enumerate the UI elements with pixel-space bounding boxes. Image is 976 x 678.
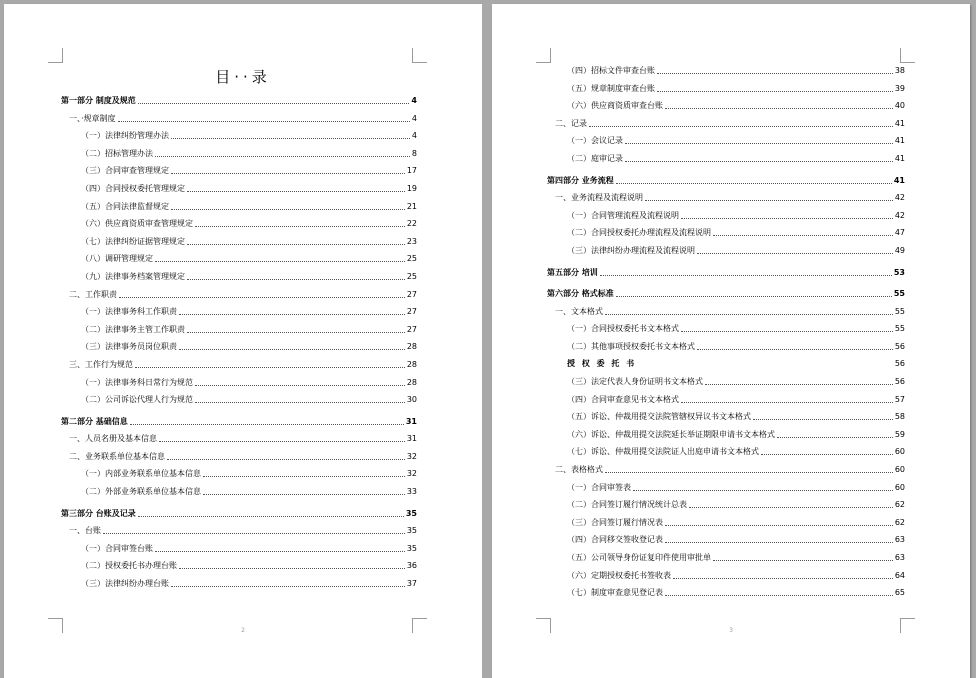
toc-entry-text: （一）法律纠纷管理办法: [81, 131, 169, 141]
toc-entry[interactable]: [547, 117, 905, 129]
toc-entry-text: 二、表格格式: [555, 464, 603, 474]
toc-entry[interactable]: [547, 340, 905, 352]
toc-leader-dots: [665, 525, 893, 526]
toc-entry-text: （七）诉讼、仲裁用提交法院证人出庭申请书文本格式: [567, 447, 759, 457]
toc-entry[interactable]: [61, 393, 417, 405]
toc-leader-dots: [713, 235, 893, 236]
toc-entry-text: （四）合同授权委托管理规定: [81, 183, 185, 193]
toc-entry[interactable]: [61, 252, 417, 264]
toc-entry-text: （六）定期授权委托书签收表: [567, 570, 671, 580]
toc-entry-page: 42: [894, 193, 905, 203]
toc-leader-dots: [195, 226, 405, 227]
toc-entry[interactable]: [547, 226, 905, 238]
toc-entry-text: （三）合同审查管理规定: [81, 166, 169, 176]
toc-entry[interactable]: [61, 415, 417, 427]
toc-leader-dots: [616, 296, 892, 297]
toc-entry-text: （五）公司领导身份证复印件使用审批单: [567, 552, 711, 562]
toc-leader-dots: [665, 108, 893, 109]
toc-entry[interactable]: [547, 134, 905, 146]
crop-mark-top-right: [900, 48, 915, 63]
toc-entry-page: 62: [894, 517, 905, 527]
toc-entry-text: （二）合同签订履行情况统计总表: [567, 500, 687, 510]
toc-entry-text: 一、台账: [69, 526, 101, 536]
toc-entry[interactable]: [61, 200, 417, 212]
toc-entry-page: 8: [411, 148, 417, 158]
toc-entry[interactable]: [547, 586, 905, 598]
toc-entry-page: 64: [894, 570, 905, 580]
toc-entry-page: 23: [406, 236, 417, 246]
toc-entry-text: （九）法律事务档案管理规定: [81, 271, 185, 281]
toc-entry[interactable]: [61, 305, 417, 317]
toc-entry-text: （一）内部业务联系单位基本信息: [81, 469, 201, 479]
toc-entry-text: （二）授权委托书办理台账: [81, 561, 177, 571]
document-page-left: [4, 4, 482, 678]
toc-entry-text: （三）法律纠纷办理台账: [81, 578, 169, 588]
toc-entry[interactable]: [61, 182, 417, 194]
toc-entry[interactable]: [547, 99, 905, 111]
toc-entry-page: 63: [894, 535, 905, 545]
toc-entry-page: 60: [894, 464, 905, 474]
toc-leader-dots: [118, 121, 410, 122]
toc-entry-text: 第六部分 格式标准: [547, 289, 614, 298]
toc-entry-page: 49: [894, 245, 905, 255]
toc-leader-dots: [130, 424, 404, 425]
toc-entry[interactable]: [61, 450, 417, 462]
toc-leader-dots: [171, 586, 405, 587]
toc-entry-text: （八）调研管理规定: [81, 254, 153, 264]
toc-entry[interactable]: [547, 357, 905, 369]
toc-entry[interactable]: [547, 266, 905, 278]
toc-leader-dots: [187, 191, 405, 192]
toc-leader-dots: [625, 143, 893, 144]
toc-entry-page: 56: [894, 376, 905, 386]
toc-entry-text: （二）庭审记录: [567, 154, 623, 163]
toc-entry[interactable]: [61, 358, 417, 370]
toc-entry-page: 41: [894, 118, 905, 128]
toc-entry-page: 41: [893, 175, 905, 185]
toc-entry-page: 31: [405, 416, 417, 426]
toc-leader-dots: [633, 490, 893, 491]
toc-entry-page: 41: [894, 136, 905, 146]
toc-entry[interactable]: [547, 174, 905, 186]
crop-mark-top-left: [536, 48, 551, 63]
toc-entry-page: 27: [406, 289, 417, 299]
toc-entry-page: 32: [406, 451, 417, 461]
toc-entry-page: 42: [894, 210, 905, 220]
toc-entry-text: 第二部分 基础信息: [61, 416, 128, 426]
toc-entry-text: （七）制度审查意见登记表: [567, 588, 663, 598]
toc-entry[interactable]: [547, 445, 905, 457]
toc-entry-text: （二）公司诉讼代理人行为规范: [81, 395, 193, 405]
toc-leader-dots: [697, 349, 893, 350]
toc-entry-page: 58: [894, 412, 905, 422]
toc-entry-text: （一）会议记录: [567, 136, 623, 146]
toc-entry-text: 三、工作行为规范: [69, 359, 133, 369]
toc-leader-dots: [681, 331, 893, 332]
toc-leader-dots: [753, 419, 893, 420]
toc-leader-dots: [119, 297, 405, 298]
toc-entry[interactable]: [61, 112, 417, 124]
toc-entry-text: （二）合同授权委托办理流程及流程说明: [567, 228, 711, 238]
toc-entry-text: （二）外部业务联系单位基本信息: [81, 487, 201, 496]
toc-leader-dots: [138, 516, 404, 517]
toc-entry-text: 第三部分 台账及记录: [61, 508, 136, 518]
toc-title: 目··录: [215, 68, 271, 86]
toc-entry[interactable]: [61, 432, 417, 444]
toc-entry[interactable]: [61, 235, 417, 247]
toc-entry-page: 56: [894, 341, 905, 351]
toc-entry[interactable]: [547, 152, 905, 164]
toc-entry-text: 一、人员名册及基本信息: [69, 434, 157, 444]
toc-entry-page: 35: [406, 526, 417, 536]
toc-entry[interactable]: [61, 94, 417, 106]
toc-leader-dots: [159, 441, 405, 442]
toc-entry-text: （一）法律事务科工作职责: [81, 307, 177, 317]
toc-entry-page: 63: [894, 552, 905, 562]
toc-entry[interactable]: [61, 485, 417, 497]
toc-entry-text: （三）法律纠纷办理流程及流程说明: [567, 245, 695, 255]
toc-entry[interactable]: [547, 410, 905, 422]
toc-leader-dots: [705, 384, 893, 385]
toc-entry-text: （二）招标管理办法: [81, 148, 153, 158]
toc-entry[interactable]: [547, 516, 905, 528]
toc-entry-text: （一）合同审签台账: [81, 543, 153, 553]
toc-leader-dots: [187, 244, 405, 245]
toc-entry[interactable]: [547, 498, 905, 510]
toc-entry[interactable]: [61, 323, 417, 335]
toc-leader-dots: [689, 507, 893, 508]
toc-entry-page: 28: [406, 342, 417, 352]
crop-mark-top-right: [412, 48, 427, 63]
toc-entry[interactable]: [61, 217, 417, 229]
toc-entry-page: 37: [406, 578, 417, 588]
toc-leader-dots: [103, 533, 405, 534]
toc-entry-text: 二、记录: [555, 118, 587, 128]
toc-entry-page: 4: [411, 96, 417, 105]
toc-entry-text: 二、工作职责: [69, 289, 117, 299]
toc-entry[interactable]: [547, 428, 905, 440]
toc-entry[interactable]: [547, 569, 905, 581]
toc-entry-page: 33: [406, 487, 417, 496]
toc-entry-text: （三）法定代表人身份证明书文本格式: [567, 376, 703, 386]
toc-entry-text: 二、业务联系单位基本信息: [69, 451, 165, 461]
document-page-right: [492, 4, 970, 678]
toc-entry-page: 35: [406, 543, 417, 553]
toc-entry-page: 55: [894, 324, 905, 334]
toc-entry[interactable]: [547, 463, 905, 475]
toc-leader-dots: [171, 173, 405, 174]
toc-entry-page: 60: [894, 447, 905, 457]
toc-leader-dots: [697, 253, 893, 254]
toc-entry[interactable]: [547, 305, 905, 317]
toc-entry-page: 55: [893, 289, 905, 298]
toc-entry[interactable]: [547, 82, 905, 94]
toc-entry-page: 31: [406, 434, 417, 444]
toc-entry-page: 27: [406, 324, 417, 334]
toc-entry-page: 38: [894, 66, 905, 75]
toc-entry-text: （三）法律事务员岗位职责: [81, 342, 177, 352]
toc-leader-dots: [681, 218, 893, 219]
toc-entry-page: 28: [406, 359, 417, 369]
toc-leader-dots: [777, 437, 893, 438]
toc-entry-page: 32: [406, 469, 417, 479]
toc-entry[interactable]: [61, 376, 417, 388]
toc-leader-dots: [657, 73, 893, 74]
toc-entry[interactable]: [547, 209, 905, 221]
toc-leader-dots: [681, 402, 893, 403]
toc-entry-text: 一、·规章制度: [69, 113, 116, 123]
page-number: 2: [241, 627, 245, 634]
toc-entry-text: （五）合同法律监督规定: [81, 201, 169, 211]
toc-entry-page: 4: [411, 131, 417, 141]
toc-entry-text: 一、文本格式: [555, 306, 603, 316]
toc-entry-page: 4: [411, 113, 417, 123]
toc-entry-page: 25: [406, 254, 417, 264]
toc-leader-dots: [713, 560, 893, 561]
toc-leader-dots: [167, 459, 405, 460]
toc-leader-dots: [155, 551, 405, 552]
toc-leader-dots: [616, 183, 892, 184]
toc-entry[interactable]: [547, 551, 905, 563]
toc-entry[interactable]: [61, 129, 417, 141]
page-gap: [482, 0, 492, 678]
toc-entry-text: （五）诉讼、仲裁用提交法院管辖权异议书文本格式: [567, 412, 751, 422]
toc-entry-text: （一）合同授权委托书文本格式: [567, 324, 679, 334]
toc-leader-dots: [195, 402, 405, 403]
toc-entry-text: （六）诉讼、仲裁用提交法院延长举证期限申请书文本格式: [567, 429, 775, 439]
toc-leader-dots: [657, 91, 893, 92]
toc-entry[interactable]: [61, 507, 417, 519]
toc-entry-page: 57: [894, 394, 905, 404]
toc-entry[interactable]: [61, 542, 417, 554]
toc-leader-dots: [645, 200, 893, 201]
toc-entry[interactable]: [547, 322, 905, 334]
toc-entry[interactable]: [61, 164, 417, 176]
toc-leader-dots: [187, 332, 405, 333]
toc-entry-page: 62: [894, 500, 905, 510]
toc-entry[interactable]: [61, 147, 417, 159]
toc-list-left: [61, 94, 417, 614]
toc-entry-page: 53: [893, 267, 905, 277]
toc-entry-text: （一）合同审签表: [567, 482, 631, 492]
toc-entry-page: 39: [894, 83, 905, 93]
toc-leader-dots: [155, 261, 405, 262]
toc-entry-text: 一、业务流程及流程说明: [555, 193, 643, 203]
toc-entry[interactable]: [547, 375, 905, 387]
toc-leader-dots: [203, 476, 405, 477]
toc-entry-text: （四）招标文件审查台账: [567, 66, 655, 75]
toc-entry[interactable]: [61, 559, 417, 571]
toc-entry-page: 47: [894, 228, 905, 238]
toc-leader-dots: [155, 156, 410, 157]
toc-entry-page: 60: [894, 482, 905, 492]
toc-entry-page: 25: [406, 271, 417, 281]
toc-entry-page: 59: [894, 429, 905, 439]
toc-entry-text: （四）合同移交签收登记表: [567, 535, 663, 545]
toc-entry-page: 55: [894, 306, 905, 316]
toc-list-right: [547, 64, 905, 624]
toc-entry-page: 22: [406, 219, 417, 229]
toc-leader-dots: [179, 314, 405, 315]
toc-entry-text: （四）合同审查意见书文本格式: [567, 394, 679, 404]
toc-leader-dots: [605, 314, 893, 315]
toc-entry-page: 40: [894, 101, 905, 111]
toc-entry-text: （三）合同签订履行情况表: [567, 517, 663, 527]
toc-entry-text: （二）其他事项授权委托书文本格式: [567, 341, 695, 351]
toc-entry-page: 21: [406, 201, 417, 211]
toc-leader-dots: [600, 275, 892, 276]
toc-leader-dots: [761, 454, 893, 455]
toc-entry-text: （五）规章制度审查台账: [567, 83, 655, 93]
toc-entry-text: （一）合同管理流程及流程说明: [567, 210, 679, 220]
toc-leader-dots: [625, 161, 893, 162]
toc-entry-page: 30: [406, 395, 417, 405]
toc-entry-page: 35: [405, 508, 417, 518]
toc-entry-text: （二）法律事务主管工作职责: [81, 324, 185, 334]
toc-entry[interactable]: [547, 191, 905, 203]
toc-entry-text: 第四部分 业务流程: [547, 175, 614, 185]
toc-entry-text: （六）供应商资质审查台账: [567, 101, 663, 111]
toc-entry-page: 41: [894, 154, 905, 163]
toc-entry-page: 19: [406, 183, 417, 193]
toc-leader-dots: [179, 568, 405, 569]
toc-entry[interactable]: [61, 524, 417, 536]
toc-leader-dots: [171, 209, 405, 210]
toc-entry[interactable]: [61, 340, 417, 352]
toc-entry-text: 第一部分 制度及规范: [61, 96, 136, 105]
toc-entry-text: （七）法律纠纷证据管理规定: [81, 236, 185, 246]
toc-leader-dots: [665, 542, 893, 543]
toc-entry-page: 36: [406, 561, 417, 571]
toc-leader-dots: [589, 126, 893, 127]
toc-entry-page: 27: [406, 307, 417, 317]
toc-entry[interactable]: [547, 481, 905, 493]
toc-entry-text: （一）法律事务科日常行为规范: [81, 377, 193, 387]
toc-entry[interactable]: [61, 270, 417, 282]
toc-leader-dots: [179, 349, 405, 350]
toc-entry[interactable]: [61, 288, 417, 300]
toc-leader-dots: [605, 472, 893, 473]
toc-entry[interactable]: [547, 244, 905, 256]
toc-entry[interactable]: [61, 467, 417, 479]
toc-leader-dots: [195, 385, 405, 386]
crop-mark-top-left: [48, 48, 63, 63]
toc-entry[interactable]: [547, 393, 905, 405]
toc-entry-text: 第五部分 培训: [547, 267, 598, 277]
toc-entry[interactable]: [547, 64, 905, 76]
toc-leader-dots: [171, 138, 410, 139]
toc-leader-dots: [138, 103, 410, 104]
toc-entry[interactable]: [547, 533, 905, 545]
toc-leader-dots: [665, 595, 893, 596]
toc-leader-dots: [135, 367, 405, 368]
toc-entry-text: （六）供应商资质审查管理规定: [81, 219, 193, 229]
toc-entry[interactable]: [547, 287, 905, 299]
toc-entry[interactable]: [61, 577, 417, 589]
toc-entry-page: 56: [894, 359, 905, 369]
toc-entry-text: 授 权 委 托 书: [567, 359, 637, 369]
toc-entry-page: 28: [406, 377, 417, 387]
toc-leader-dots: [673, 578, 893, 579]
toc-leader-dots: [203, 494, 405, 495]
toc-entry-page: 17: [406, 166, 417, 176]
toc-leader-dots: [187, 279, 405, 280]
toc-entry-page: 65: [894, 588, 905, 598]
page-number: 3: [729, 627, 733, 634]
